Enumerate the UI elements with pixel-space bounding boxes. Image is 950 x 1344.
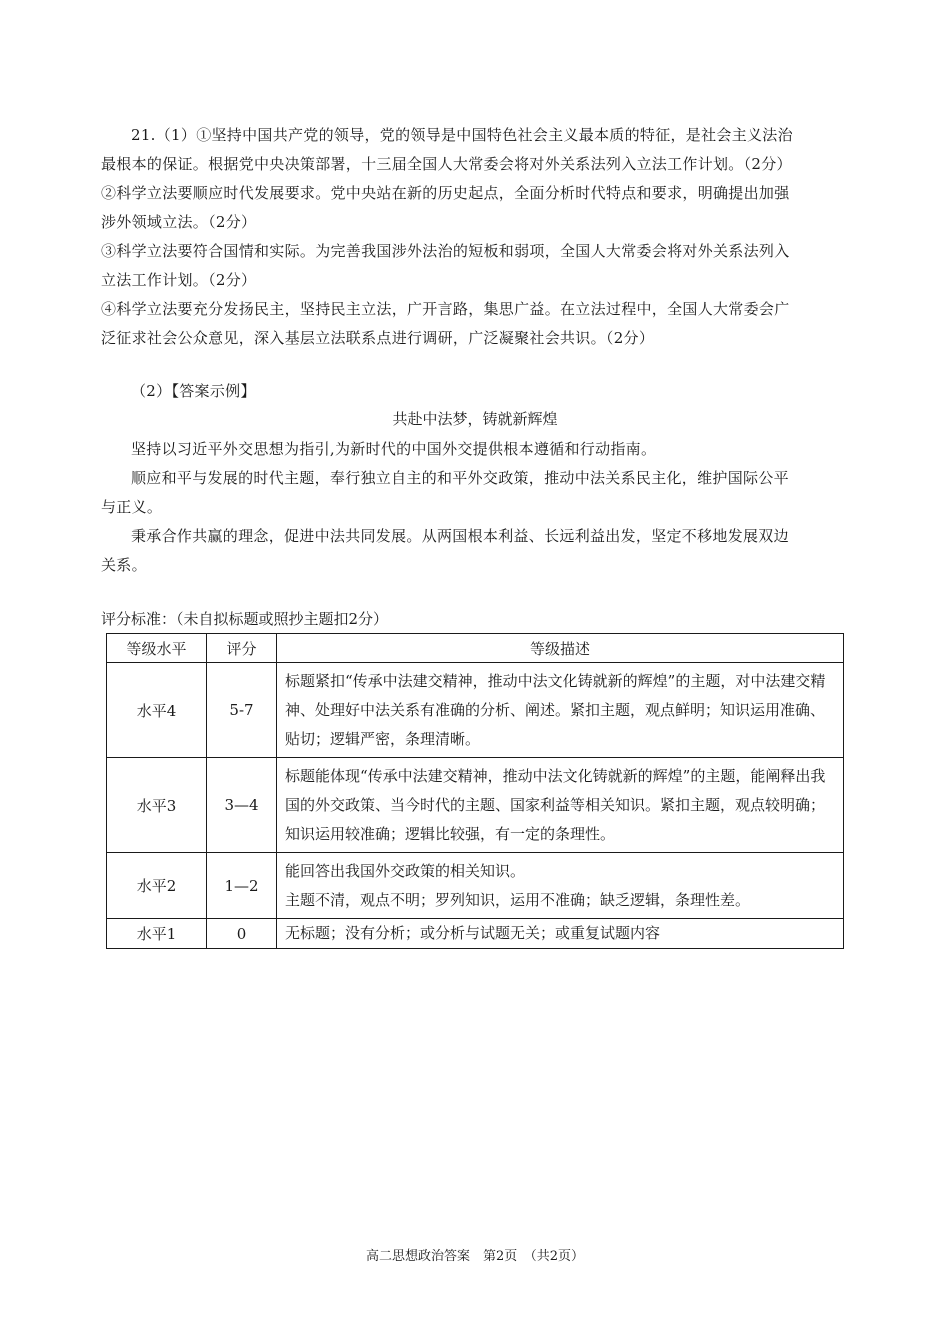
level-cell: 水平4 <box>107 663 207 758</box>
answer-line: ③科学立法要符合国情和实际。为完善我国涉外法治的短板和弱项，全国人大常委会将对外关系法列入 <box>101 242 790 260</box>
page-footer: 高二思想政治答案 第2页 （共2页） <box>365 1249 585 1264</box>
description-line: 主题不清，观点不明；罗列知识，运用不准确；缺乏逻辑，条理性差。 <box>285 891 751 909</box>
description-cell <box>277 853 844 919</box>
essay-title: 共赴中法梦，铸就新辉煌 <box>392 410 558 428</box>
essay-paragraph: 与正义。 <box>101 498 163 516</box>
description-cell: 无标题；没有分析；或分析与试题无关；或重复试题内容 <box>277 919 844 949</box>
description-line: 能回答出我国外交政策的相关知识。 <box>285 862 526 880</box>
score-cell: 5-7 <box>207 663 277 758</box>
score-cell: 3—4 <box>207 758 277 853</box>
answer-line: 涉外领域立法。（2分） <box>101 213 257 231</box>
rubric-label: 评分标准：（未自拟标题或照抄主题扣2分） <box>101 610 389 628</box>
score-cell: 1—2 <box>207 853 277 919</box>
part-2-heading: （2）【答案示例】 <box>131 382 256 400</box>
level-cell: 水平2 <box>107 853 207 919</box>
answer-line: 立法工作计划。（2分） <box>101 271 257 289</box>
column-header-score: 评分 <box>207 634 277 663</box>
essay-paragraph: 关系。 <box>101 556 147 574</box>
table-row <box>107 758 844 853</box>
table-header-row <box>107 634 844 663</box>
answer-line: 泛征求社会公众意见，深入基层立法联系点进行调研，广泛凝聚社会共识。（2分） <box>101 329 655 347</box>
answer-line: ②科学立法要顺应时代发展要求。党中央站在新的历史起点，全面分析时代特点和要求，明确提出加强 <box>101 184 790 202</box>
table-row <box>107 853 844 919</box>
essay-paragraph: 坚持以习近平外交思想为指引,为新时代的中国外交提供根本遵循和行动指南。 <box>131 440 657 458</box>
essay-paragraph: 顺应和平与发展的时代主题，奉行独立自主的和平外交政策，推动中法关系民主化，维护国际公平 <box>131 469 789 487</box>
essay-paragraph: 秉承合作共赢的理念，促进中法共同发展。从两国根本利益、长远利益出发，坚定不移地发展双边 <box>131 527 789 545</box>
description-cell: 标题能体现“传承中法建交精神，推动中法文化铸就新的辉煌”的主题，能阐释出我国的外交政策、当今时代的主题、国家利益等相关知识。紧扣主题，观点较明确；知识运用较准确；逻辑比较强，有一定的条理性。 <box>277 758 844 853</box>
rubric-table <box>106 633 844 949</box>
answer-line: 最根本的保证。根据党中央决策部署，十三届全国人大常委会将对外关系法列入立法工作计划。（2分） <box>101 155 792 173</box>
table-row <box>107 919 844 949</box>
level-cell: 水平1 <box>107 919 207 949</box>
answer-line: ④科学立法要充分发扬民主，坚持民主立法，广开言路，集思广益。在立法过程中，全国人大常委会广 <box>101 300 790 318</box>
column-header-level: 等级水平 <box>107 634 207 663</box>
column-header-description: 等级描述 <box>277 634 844 663</box>
table-row <box>107 663 844 758</box>
description-cell: 标题紧扣“传承中法建交精神，推动中法文化铸就新的辉煌”的主题，对中法建交精神、处理好中法关系有准确的分析、阐述。紧扣主题，观点鲜明；知识运用准确、贴切；逻辑严密，条理清晰。 <box>277 663 844 758</box>
answer-line: 21.（1）①坚持中国共产党的领导，党的领导是中国特色社会主义最本质的特征，是社会主义法治 <box>131 126 793 144</box>
level-cell: 水平3 <box>107 758 207 853</box>
score-cell: 0 <box>207 919 277 949</box>
